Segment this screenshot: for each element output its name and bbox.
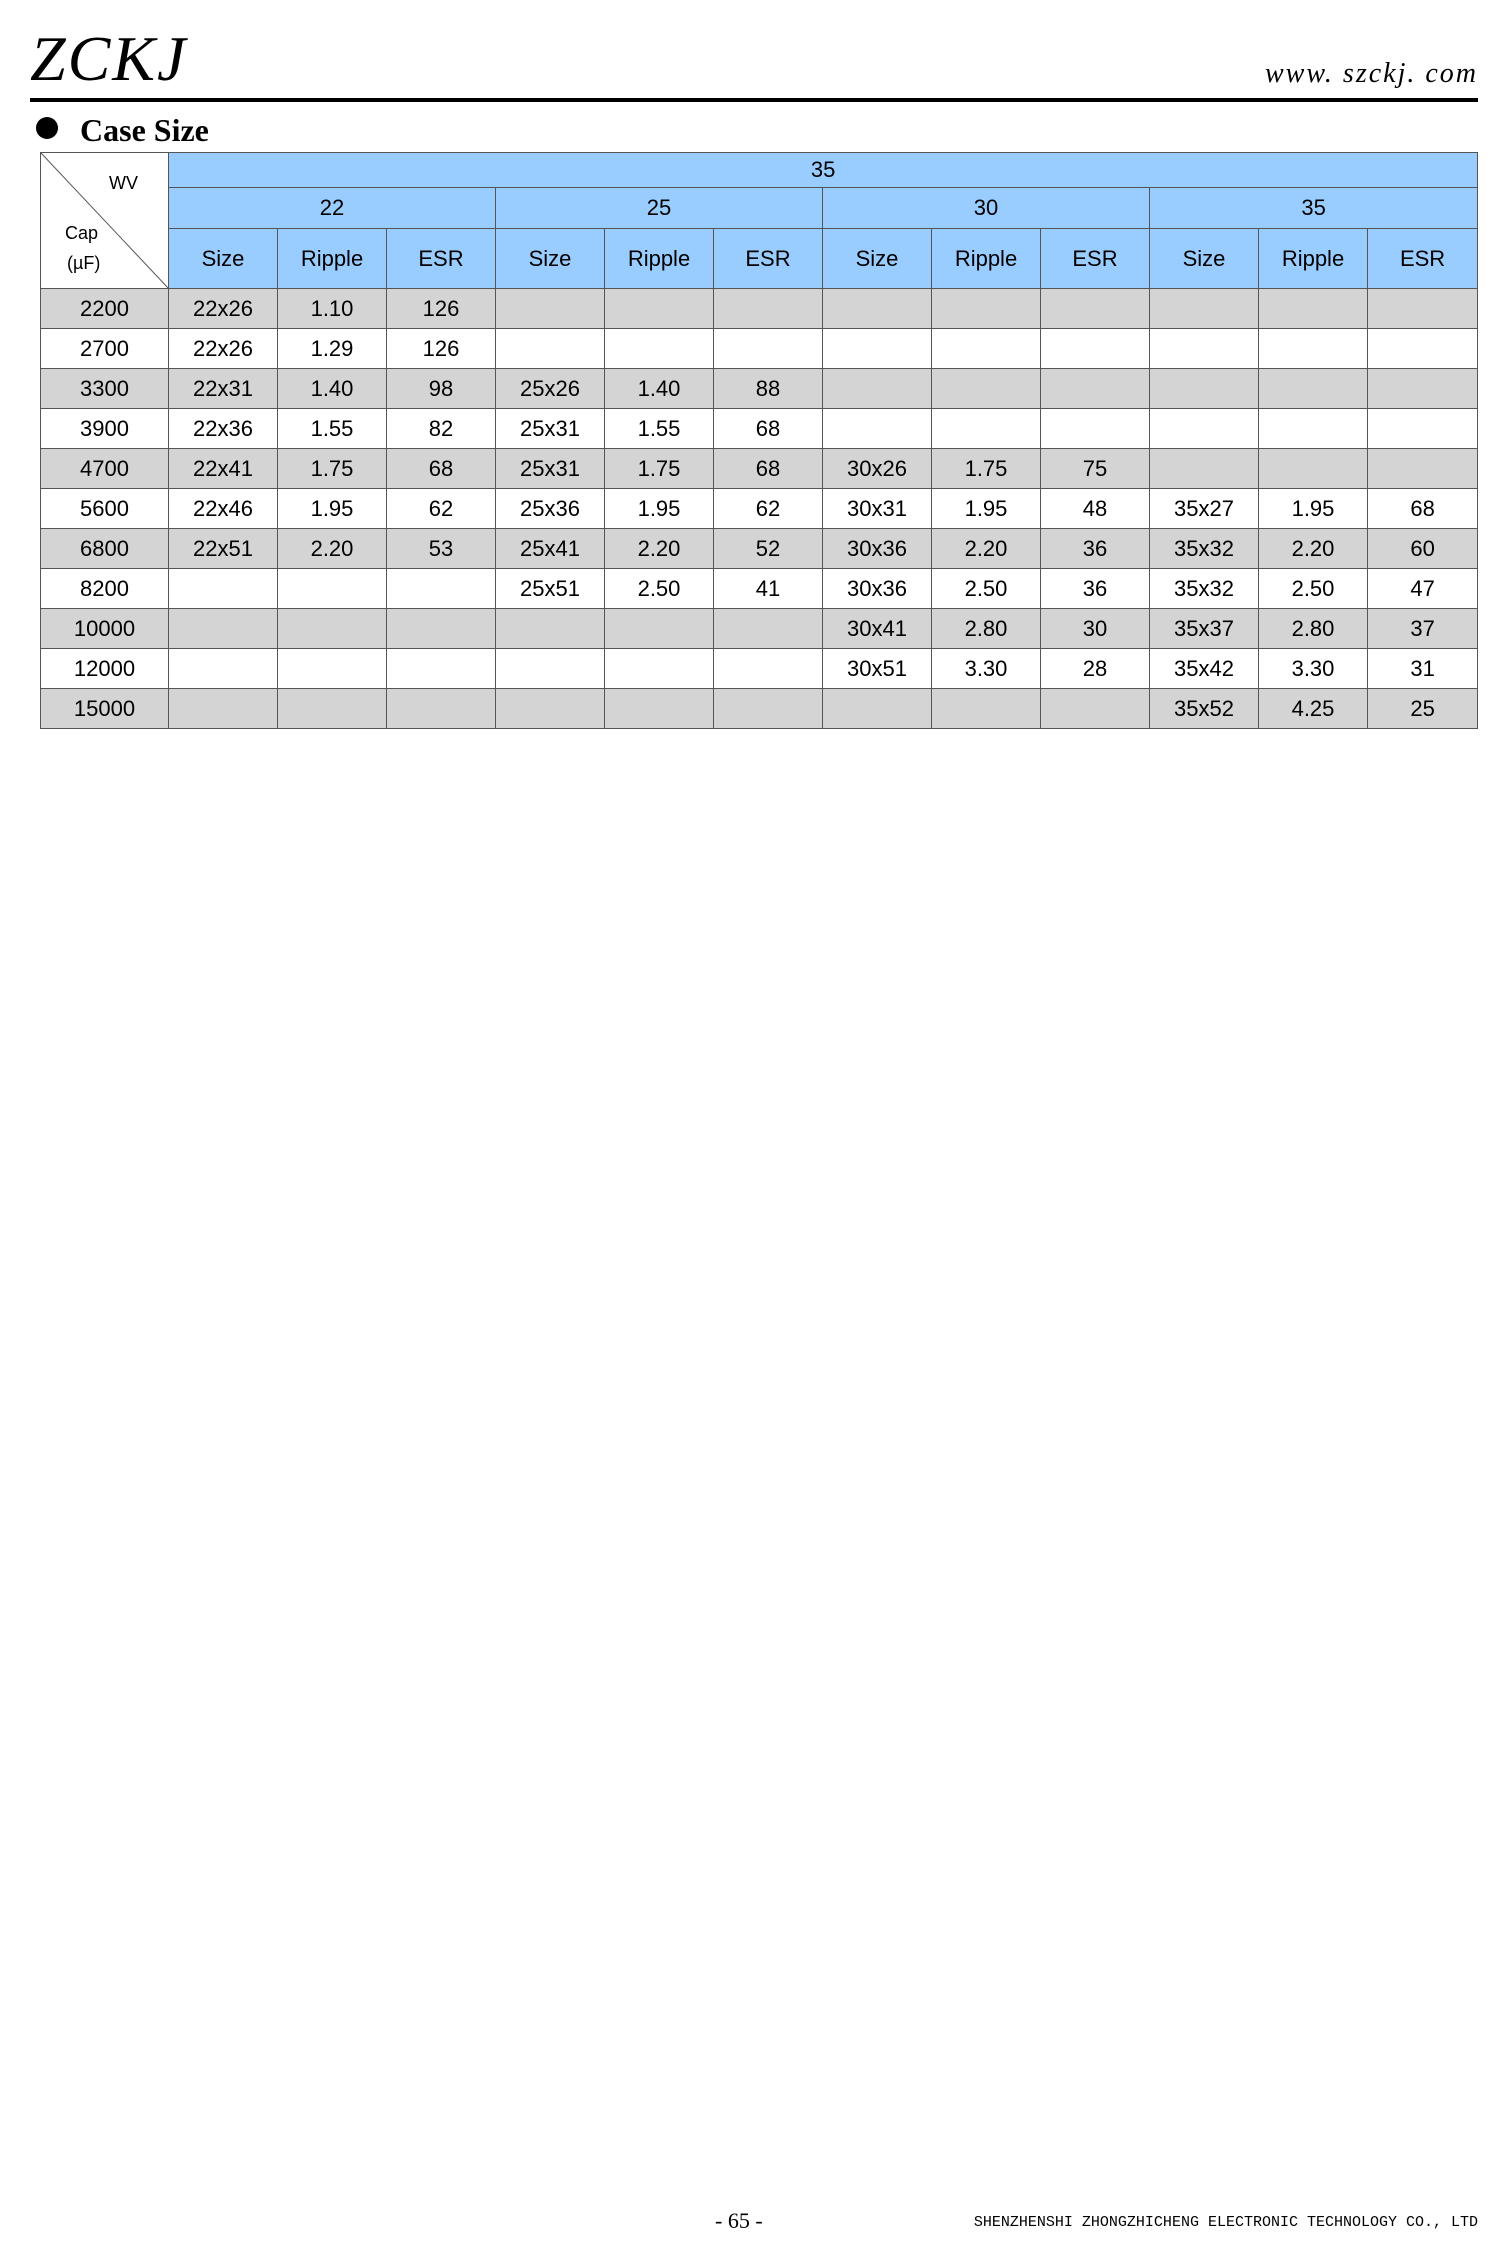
data-cell: 35x42 — [1150, 649, 1259, 689]
data-cell: 41 — [714, 569, 823, 609]
data-cell: 1.95 — [1259, 489, 1368, 529]
diameter-header-row — [41, 188, 1478, 229]
site-url: www. szckj. com — [1264, 58, 1478, 89]
col-header-ripple: Ripple — [932, 229, 1041, 289]
table-row — [41, 689, 1478, 729]
data-cell: 68 — [1368, 489, 1478, 529]
data-cell: 1.10 — [278, 289, 387, 329]
table-row — [41, 609, 1478, 649]
data-cell — [169, 689, 278, 729]
corner-cell — [41, 153, 169, 289]
data-cell: 1.95 — [932, 489, 1041, 529]
data-cell: 1.55 — [278, 409, 387, 449]
cap-value-cell: 15000 — [41, 689, 169, 729]
data-cell: 1.95 — [605, 489, 714, 529]
data-cell — [1150, 409, 1259, 449]
data-cell: 28 — [1041, 649, 1150, 689]
data-cell — [169, 649, 278, 689]
col-header-esr: ESR — [1368, 229, 1478, 289]
data-cell: 36 — [1041, 529, 1150, 569]
data-cell: 4.25 — [1259, 689, 1368, 729]
col-header-esr: ESR — [1041, 229, 1150, 289]
data-cell — [1259, 329, 1368, 369]
data-cell — [932, 689, 1041, 729]
data-cell: 30x31 — [823, 489, 932, 529]
data-cell: 1.29 — [278, 329, 387, 369]
data-cell: 30x36 — [823, 529, 932, 569]
col-header-ripple: Ripple — [605, 229, 714, 289]
data-cell: 2.50 — [605, 569, 714, 609]
data-cell: 2.20 — [1259, 529, 1368, 569]
data-cell — [714, 289, 823, 329]
data-cell: 1.75 — [605, 449, 714, 489]
cap-value-cell: 10000 — [41, 609, 169, 649]
data-cell: 3.30 — [932, 649, 1041, 689]
diameter-header: 22 — [169, 188, 496, 229]
bullet-icon — [36, 117, 58, 139]
data-cell — [605, 329, 714, 369]
data-cell: 2.20 — [278, 529, 387, 569]
data-cell — [1368, 409, 1478, 449]
data-cell: 30x36 — [823, 569, 932, 609]
data-cell: 35x52 — [1150, 689, 1259, 729]
data-cell: 48 — [1041, 489, 1150, 529]
data-cell: 1.75 — [932, 449, 1041, 489]
data-cell: 35x37 — [1150, 609, 1259, 649]
data-cell: 88 — [714, 369, 823, 409]
data-cell: 1.55 — [605, 409, 714, 449]
data-cell — [278, 649, 387, 689]
data-cell — [169, 609, 278, 649]
section-title-text: Case Size — [80, 112, 209, 148]
data-cell: 62 — [387, 489, 496, 529]
data-cell — [932, 409, 1041, 449]
data-cell: 126 — [387, 329, 496, 369]
cap-value-cell: 8200 — [41, 569, 169, 609]
data-cell: 68 — [714, 449, 823, 489]
data-cell — [496, 649, 605, 689]
corner-unit-label: (µF) — [67, 253, 101, 273]
data-cell: 2.50 — [932, 569, 1041, 609]
table-row — [41, 649, 1478, 689]
data-cell: 35x32 — [1150, 529, 1259, 569]
col-header-size: Size — [823, 229, 932, 289]
data-cell: 35x27 — [1150, 489, 1259, 529]
data-cell: 30x41 — [823, 609, 932, 649]
data-cell: 25 — [1368, 689, 1478, 729]
data-cell: 47 — [1368, 569, 1478, 609]
data-cell: 31 — [1368, 649, 1478, 689]
table-row — [41, 529, 1478, 569]
data-cell — [605, 609, 714, 649]
data-cell — [1150, 369, 1259, 409]
data-cell: 75 — [1041, 449, 1150, 489]
data-cell — [605, 689, 714, 729]
data-cell — [278, 689, 387, 729]
data-cell: 1.40 — [278, 369, 387, 409]
data-cell — [1368, 289, 1478, 329]
data-cell: 37 — [1368, 609, 1478, 649]
data-cell — [823, 369, 932, 409]
data-cell: 22x51 — [169, 529, 278, 569]
data-cell — [714, 609, 823, 649]
col-header-size: Size — [169, 229, 278, 289]
cap-value-cell: 6800 — [41, 529, 169, 569]
data-cell — [714, 329, 823, 369]
col-header-esr: ESR — [387, 229, 496, 289]
diameter-header: 30 — [823, 188, 1150, 229]
data-cell: 30x26 — [823, 449, 932, 489]
data-cell: 126 — [387, 289, 496, 329]
data-cell — [932, 369, 1041, 409]
logo: ZCKJ — [30, 23, 188, 94]
data-cell — [1150, 289, 1259, 329]
data-cell — [387, 569, 496, 609]
diameter-header: 25 — [496, 188, 823, 229]
data-cell — [1150, 329, 1259, 369]
data-cell: 25x36 — [496, 489, 605, 529]
case-size-table-35v — [40, 152, 1478, 729]
data-cell: 68 — [387, 449, 496, 489]
data-cell: 2.50 — [1259, 569, 1368, 609]
data-cell — [823, 289, 932, 329]
data-cell: 25x41 — [496, 529, 605, 569]
data-cell — [823, 329, 932, 369]
data-cell: 25x51 — [496, 569, 605, 609]
col-header-esr: ESR — [714, 229, 823, 289]
data-cell — [496, 609, 605, 649]
data-cell — [278, 569, 387, 609]
data-cell — [387, 649, 496, 689]
data-cell: 2.80 — [1259, 609, 1368, 649]
data-cell — [714, 649, 823, 689]
data-cell: 30 — [1041, 609, 1150, 649]
data-cell: 1.95 — [278, 489, 387, 529]
data-cell: 53 — [387, 529, 496, 569]
col-header-ripple: Ripple — [1259, 229, 1368, 289]
data-cell: 35x32 — [1150, 569, 1259, 609]
data-cell — [1150, 449, 1259, 489]
table-row — [41, 329, 1478, 369]
table-row — [41, 569, 1478, 609]
data-cell — [278, 609, 387, 649]
data-cell — [387, 609, 496, 649]
data-cell: 25x26 — [496, 369, 605, 409]
table-row — [41, 369, 1478, 409]
sub-header-row — [41, 229, 1478, 289]
table-row — [41, 449, 1478, 489]
cap-value-cell: 2200 — [41, 289, 169, 329]
cap-value-cell: 5600 — [41, 489, 169, 529]
data-cell — [1041, 329, 1150, 369]
data-cell — [932, 329, 1041, 369]
data-cell: 52 — [714, 529, 823, 569]
data-cell — [714, 689, 823, 729]
data-cell — [1259, 449, 1368, 489]
cap-value-cell: 3300 — [41, 369, 169, 409]
data-cell: 2.20 — [605, 529, 714, 569]
data-cell: 22x46 — [169, 489, 278, 529]
data-cell — [1259, 409, 1368, 449]
data-cell — [496, 329, 605, 369]
data-cell — [169, 569, 278, 609]
table-row — [41, 489, 1478, 529]
corner-wv-label: WV — [109, 173, 138, 193]
cap-value-cell: 2700 — [41, 329, 169, 369]
data-cell — [1259, 289, 1368, 329]
col-header-size: Size — [496, 229, 605, 289]
data-cell — [605, 649, 714, 689]
corner-cap-label: Cap — [65, 223, 99, 243]
data-cell — [1041, 409, 1150, 449]
table-body — [41, 289, 1478, 729]
data-cell: 1.75 — [278, 449, 387, 489]
data-cell — [823, 409, 932, 449]
data-cell: 60 — [1368, 529, 1478, 569]
data-cell: 22x26 — [169, 289, 278, 329]
cap-value-cell: 4700 — [41, 449, 169, 489]
data-cell — [1041, 289, 1150, 329]
table-row — [41, 289, 1478, 329]
data-cell: 2.80 — [932, 609, 1041, 649]
cap-value-cell: 12000 — [41, 649, 169, 689]
data-cell: 36 — [1041, 569, 1150, 609]
data-cell — [1368, 329, 1478, 369]
data-cell: 1.40 — [605, 369, 714, 409]
data-cell: 25x31 — [496, 409, 605, 449]
cap-value-cell: 3900 — [41, 409, 169, 449]
data-cell: 82 — [387, 409, 496, 449]
data-cell: 68 — [714, 409, 823, 449]
data-cell — [823, 689, 932, 729]
voltage-header: 35 — [169, 153, 1478, 188]
data-cell: 62 — [714, 489, 823, 529]
data-cell: 2.20 — [932, 529, 1041, 569]
data-cell — [1368, 369, 1478, 409]
data-cell — [496, 289, 605, 329]
data-cell — [932, 289, 1041, 329]
data-cell: 3.30 — [1259, 649, 1368, 689]
col-header-size: Size — [1150, 229, 1259, 289]
data-cell: 22x36 — [169, 409, 278, 449]
data-cell — [1041, 689, 1150, 729]
diameter-header: 35 — [1150, 188, 1478, 229]
data-cell: 22x26 — [169, 329, 278, 369]
header-rule — [30, 98, 1478, 102]
data-cell — [1368, 449, 1478, 489]
company-name: SHENZHENSHI ZHONGZHICHENG ELECTRONIC TECHNOLOGY CO., LTD — [973, 2214, 1478, 2231]
data-cell: 98 — [387, 369, 496, 409]
data-cell: 22x31 — [169, 369, 278, 409]
data-cell: 30x51 — [823, 649, 932, 689]
data-cell — [1041, 369, 1150, 409]
data-cell — [605, 289, 714, 329]
data-cell — [387, 689, 496, 729]
data-cell — [1259, 369, 1368, 409]
corner-diagonal — [41, 153, 169, 289]
table-row — [41, 409, 1478, 449]
section-title — [36, 112, 209, 149]
data-cell: 22x41 — [169, 449, 278, 489]
data-cell — [496, 689, 605, 729]
page-number: - 65 - — [715, 2208, 763, 2233]
data-cell: 25x31 — [496, 449, 605, 489]
col-header-ripple: Ripple — [278, 229, 387, 289]
